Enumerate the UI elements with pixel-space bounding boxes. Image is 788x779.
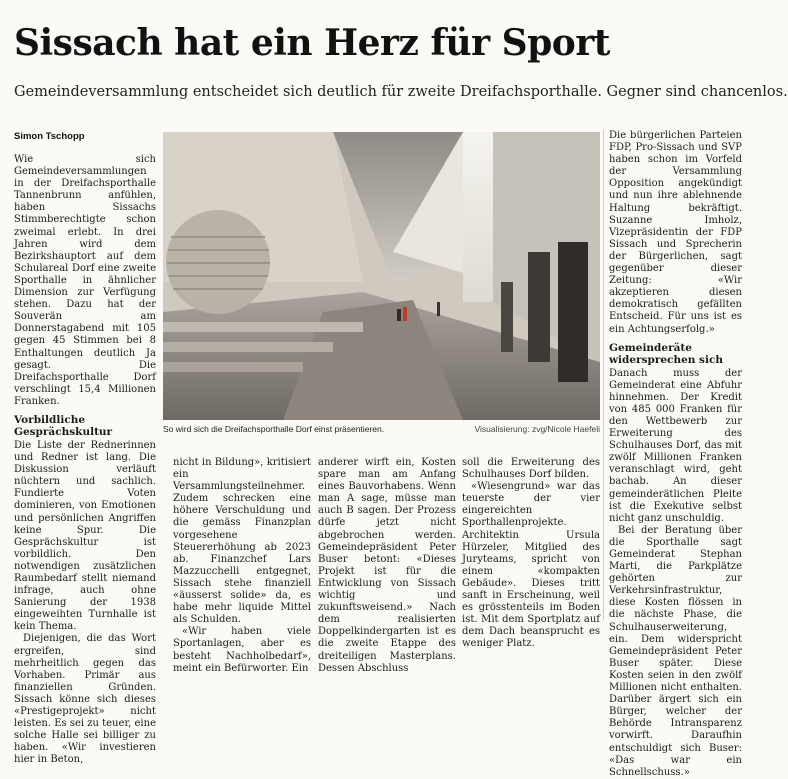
author-byline: Simon Tschopp (14, 131, 85, 142)
paragraph: Die Liste der Rednerinnen und Redner ist lang. Die Diskussion verläuft nüchtern und sachlich. Fundierte Voten dominieren, von Emotionen und persönlichen Angriffen keine Spur. Die Gesprächskultur ist vorbildlich. Den notwendigen zusätzlichen Raumbedarf stellt niemand infrage, auch ohne Sanierung der 1938 eingeweihten Turnhalle ist kein Thema. (14, 439, 156, 633)
sports-hall-visualisation (163, 132, 600, 420)
paragraph: Diejenigen, die das Wort ergreifen, sind mehrheitlich gegen das Vorhaben. Primär aus finanziellen Gründen. Sissach könne sich dieses «Prestigeprojekt» nicht leisten. Es sei zu teuer, eine solche Halle sei billiger zu haben. «Wir investieren hier in Beton, (14, 633, 156, 766)
paragraph: nicht in Bildung», kritisiert ein Versammlungsteilnehmer. Zudem schrecken eine höhere Verschuldung und die gemäss Finanzplan vorgesehene Steuererhöhung ab 2023 ab. Finanzchef Lars Mazzucchelli entgegnet, Sissach stehe finanziell «äusserst solide» da, es habe mehr liquide Mittel als Schulden. (173, 457, 311, 626)
article-column-4 (462, 457, 600, 651)
subheadline: Gemeindeversammlung entscheidet sich deutlich für zweite Dreifachsporthalle. Gegner sind chancenlos. (14, 84, 788, 100)
section-heading: Vorbildliche Gesprächskultur (14, 413, 113, 438)
article-column-5 (609, 130, 742, 779)
paragraph: Wie sich Gemeindeversammlungen in der Dreifachsporthalle Tannenbrunn anfühlen, haben Sissachs Stimmberechtigte schon zweimal erlebt. In drei Jahren wird dem Bezirkshauptort auf dem Schulareal Dorf eine zweite Sporthalle in ähnlicher Dimension zur Verfügung stehen. Dazu hat der Souverän am Donnerstagabend mit 105 gegen 45 Stimmen bei 8 Enthaltungen deutlich Ja gesagt. Die Dreifachsporthalle Dorf verschlingt 15,4 Millionen Franken. (14, 154, 156, 407)
paragraph: Bei der Beratung über die Sporthalle sagt Gemeinderat Stephan Marti, die Parkplätze gehörten zur Verkehrsinfrastruktur, diese Kosten flössen in die nächste Phase, die Schulhauserweiterung, ein. Dem widerspricht Gemeindepräsident Peter Buser später. Diese Kosten seien in den zwölf Millionen nicht enthalten. Darüber ärgert sich ein Bürger, welcher der Behörde Intransparenz vorwirft. Daraufhin entschuldigt sich Buser: «Das war ein Schnellschuss.» (609, 524, 742, 778)
paragraph: soll die Erweiterung des Schulhauses Dorf bilden. (462, 457, 600, 481)
paragraph: anderer wirft ein, Kosten spare man am Anfang eines Bauvorhabens. Wenn man A sage, müsse man auch B sagen. Der Prozess dürfe jetzt nicht abgebrochen werden. Gemeindepräsident Peter Buser betont: «Dieses Projekt ist für die Entwicklung von Sissach wichtig und zukunftsweisend.» Nach dem realisierten Doppelkindergarten ist es die zweite Etappe des dreiteiligen Masterplans. Dessen Abschluss (318, 457, 456, 674)
article-column-1 (14, 154, 156, 767)
headline: Sissach hat ein Herz für Sport (14, 22, 610, 64)
image-caption-bar (163, 424, 600, 434)
paragraph: «Wir haben viele Sportanlagen, aber es besteht Nachholbedarf», meint ein Befürworter. Ein (173, 626, 311, 674)
article-column-3 (318, 457, 456, 675)
paragraph: «Wiesengrund» war das teuerste der vier eingereichten Sporthallenprojekte. Architektin Ursula Hürzeler, Mitglied des Juryteams, spricht von einem «kompakten Gebäude». Dieses tritt sanft in Erscheinung, weil es grösstenteils im Boden ist. Mit dem Sportplatz auf dem Dach beansprucht es weniger Platz. (462, 481, 600, 650)
column-divider (603, 130, 604, 620)
image-credit: Visualisierung: zvg/Nicole Haefeli (474, 424, 600, 434)
paragraph: Danach muss der Gemeinderat eine Abfuhr hinnehmen. Der Kredit von 485 000 Franken für den Wettbewerb zur Erweiterung des Schulhauses Dorf, das mit zwölf Millionen Franken veranschlagt wird, geht bachab. An dieser gemeinderätlichen Pleite ist die Exekutive selbst nicht ganz unschuldig. (609, 367, 742, 524)
article-image (163, 132, 600, 420)
section-heading: Gemeinderäte widersprechen sich (609, 341, 723, 366)
paragraph: Die bürgerlichen Parteien FDP, Pro-Sissach und SVP haben schon im Vorfeld der Versammlung Opposition angekündigt und nun ihre ablehnende Haltung bekräftigt. Suzanne Imholz, Vizepräsidentin der FDP Sissach und Sprecherin der Bürgerlichen, sagt gegenüber dieser Zeitung: «Wir akzeptieren diesen demokratisch gefällten Entscheid. Für uns ist es ein Achtungserfolg.» (609, 130, 742, 335)
article-column-2 (173, 457, 311, 675)
image-caption: So wird sich die Dreifachsporthalle Dorf einst präsentieren. (163, 424, 385, 434)
